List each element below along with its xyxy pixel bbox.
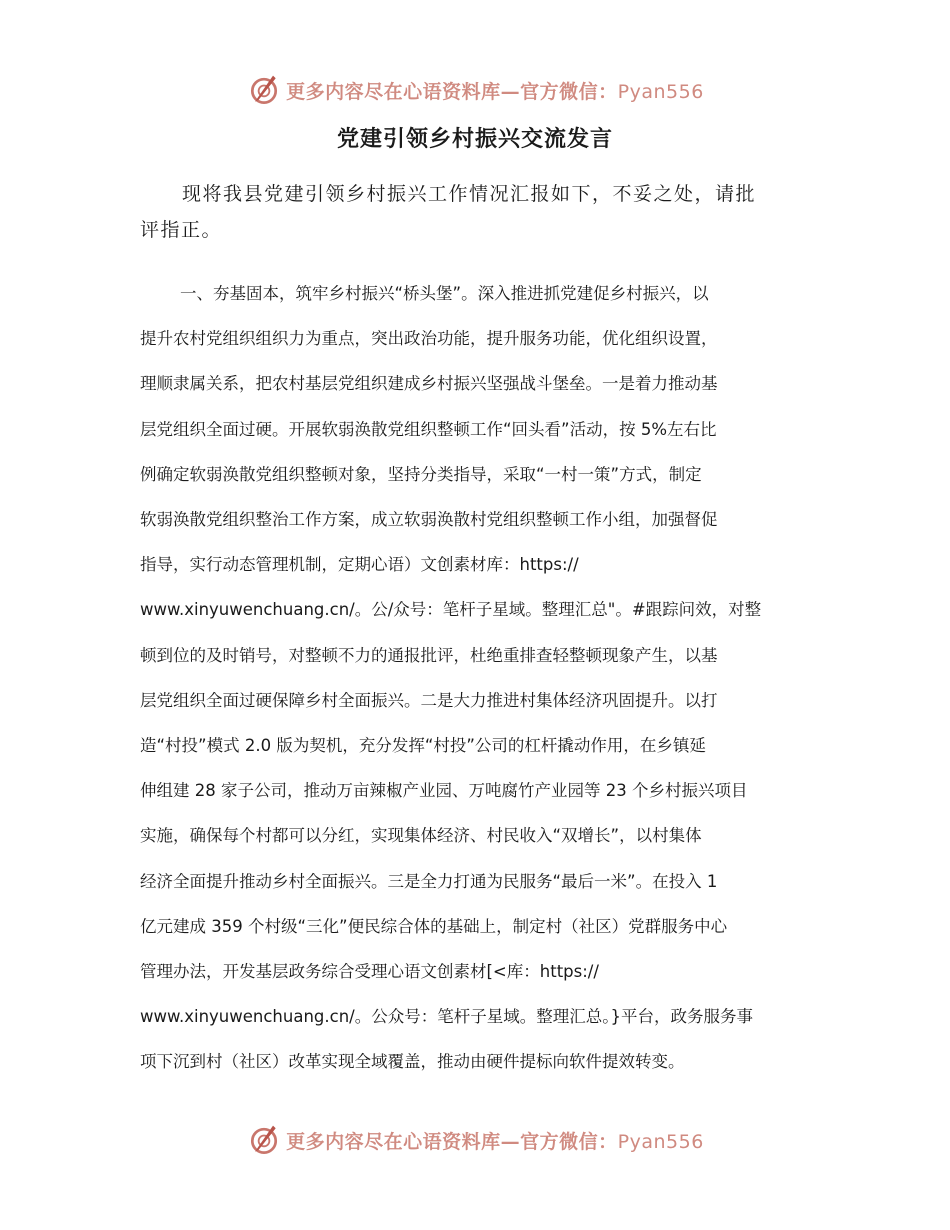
- watermark-banner-bottom: [0, 1120, 950, 1160]
- body-line: 管理办法，开发基层政务综合受理心语文创素材[<库：https://: [140, 962, 599, 982]
- body-line: 理顺隶属关系，把农村基层党组织建成乡村振兴坚强战斗堡垒。一是着力推动基: [140, 374, 718, 394]
- body-line: 实施，确保每个村都可以分红，实现集体经济、村民收入“双增长”，以村集体: [140, 826, 702, 846]
- watermark-account: Pyan556: [617, 80, 704, 103]
- body-line: 项下沉到村（社区）改革实现全域覆盖，推动由硬件提标向软件提效转变。: [140, 1052, 685, 1072]
- body-line: 一、夯基固本，筑牢乡村振兴“桥头堡”。深入推进抓党建促乡村振兴，以: [180, 284, 709, 303]
- quill-logo-icon: [246, 72, 282, 108]
- body-line: 亿元建成 359 个村级“三化”便民综合体的基础上，制定村（社区）党群服务中心: [140, 916, 728, 936]
- body-line: www.xinyuwenchuang.cn/。公众号：笔杆子星域。整理汇总。}平台，政务服务事: [140, 1007, 753, 1027]
- watermark-banner-top: [0, 70, 950, 110]
- quill-logo-icon: [246, 1122, 282, 1158]
- watermark-text: 更多内容尽在心语资料库—官方微信：Pyan556: [286, 80, 704, 103]
- document-title: 党建引领乡村振兴交流发言: [336, 127, 613, 152]
- body-line: 造“村投”模式 2.0 版为契机，充分发挥“村投”公司的杠杆撬动作用，在乡镇延: [140, 736, 706, 756]
- body-line: 顿到位的及时销号，对整顿不力的通报批评，杜绝重排查轻整顿现象产生，以基: [140, 645, 718, 665]
- body-line: 软弱涣散党组织整治工作方案，成立软弱涣散村党组织整顿工作小组，加强督促: [140, 510, 718, 530]
- body-line: 伸组建 28 家子公司，推动万亩辣椒产业园、万吨腐竹产业园等 23 个乡村振兴项目: [140, 781, 748, 801]
- body-line: 层党组织全面过硬。开展软弱涣散党组织整顿工作“回头看”活动，按 5%左右比: [140, 419, 717, 439]
- intro-paragraph: 现将我县党建引领乡村振兴工作情况汇报如下，不妥之处，请批 评指正。: [140, 183, 757, 241]
- watermark-text: 更多内容尽在心语资料库—官方微信：Pyan556: [286, 1130, 704, 1153]
- body-line: 指导，实行动态管理机制，定期心语）文创素材库：https://: [140, 555, 579, 575]
- body-line: 层党组织全面过硬保障乡村全面振兴。二是大力推进村集体经济巩固提升。以打: [140, 690, 718, 710]
- body-line: 提升农村党组织组织力为重点，突出政治功能，提升服务功能，优化组织设置，: [140, 329, 718, 349]
- watermark-account: Pyan556: [617, 1130, 704, 1153]
- body-line: www.xinyuwenchuang.cn/。公/众号：笔杆子星域。整理汇总"。#跟踪问效，对整: [140, 600, 762, 620]
- body-line: 例确定软弱涣散党组织整顿对象，坚持分类指导，采取“一村一策”方式，制定: [140, 464, 702, 484]
- body-line: 经济全面提升推动乡村全面振兴。三是全力打通为民服务“最后一米”。在投入 1: [140, 871, 718, 891]
- body-paragraph: [140, 271, 810, 1085]
